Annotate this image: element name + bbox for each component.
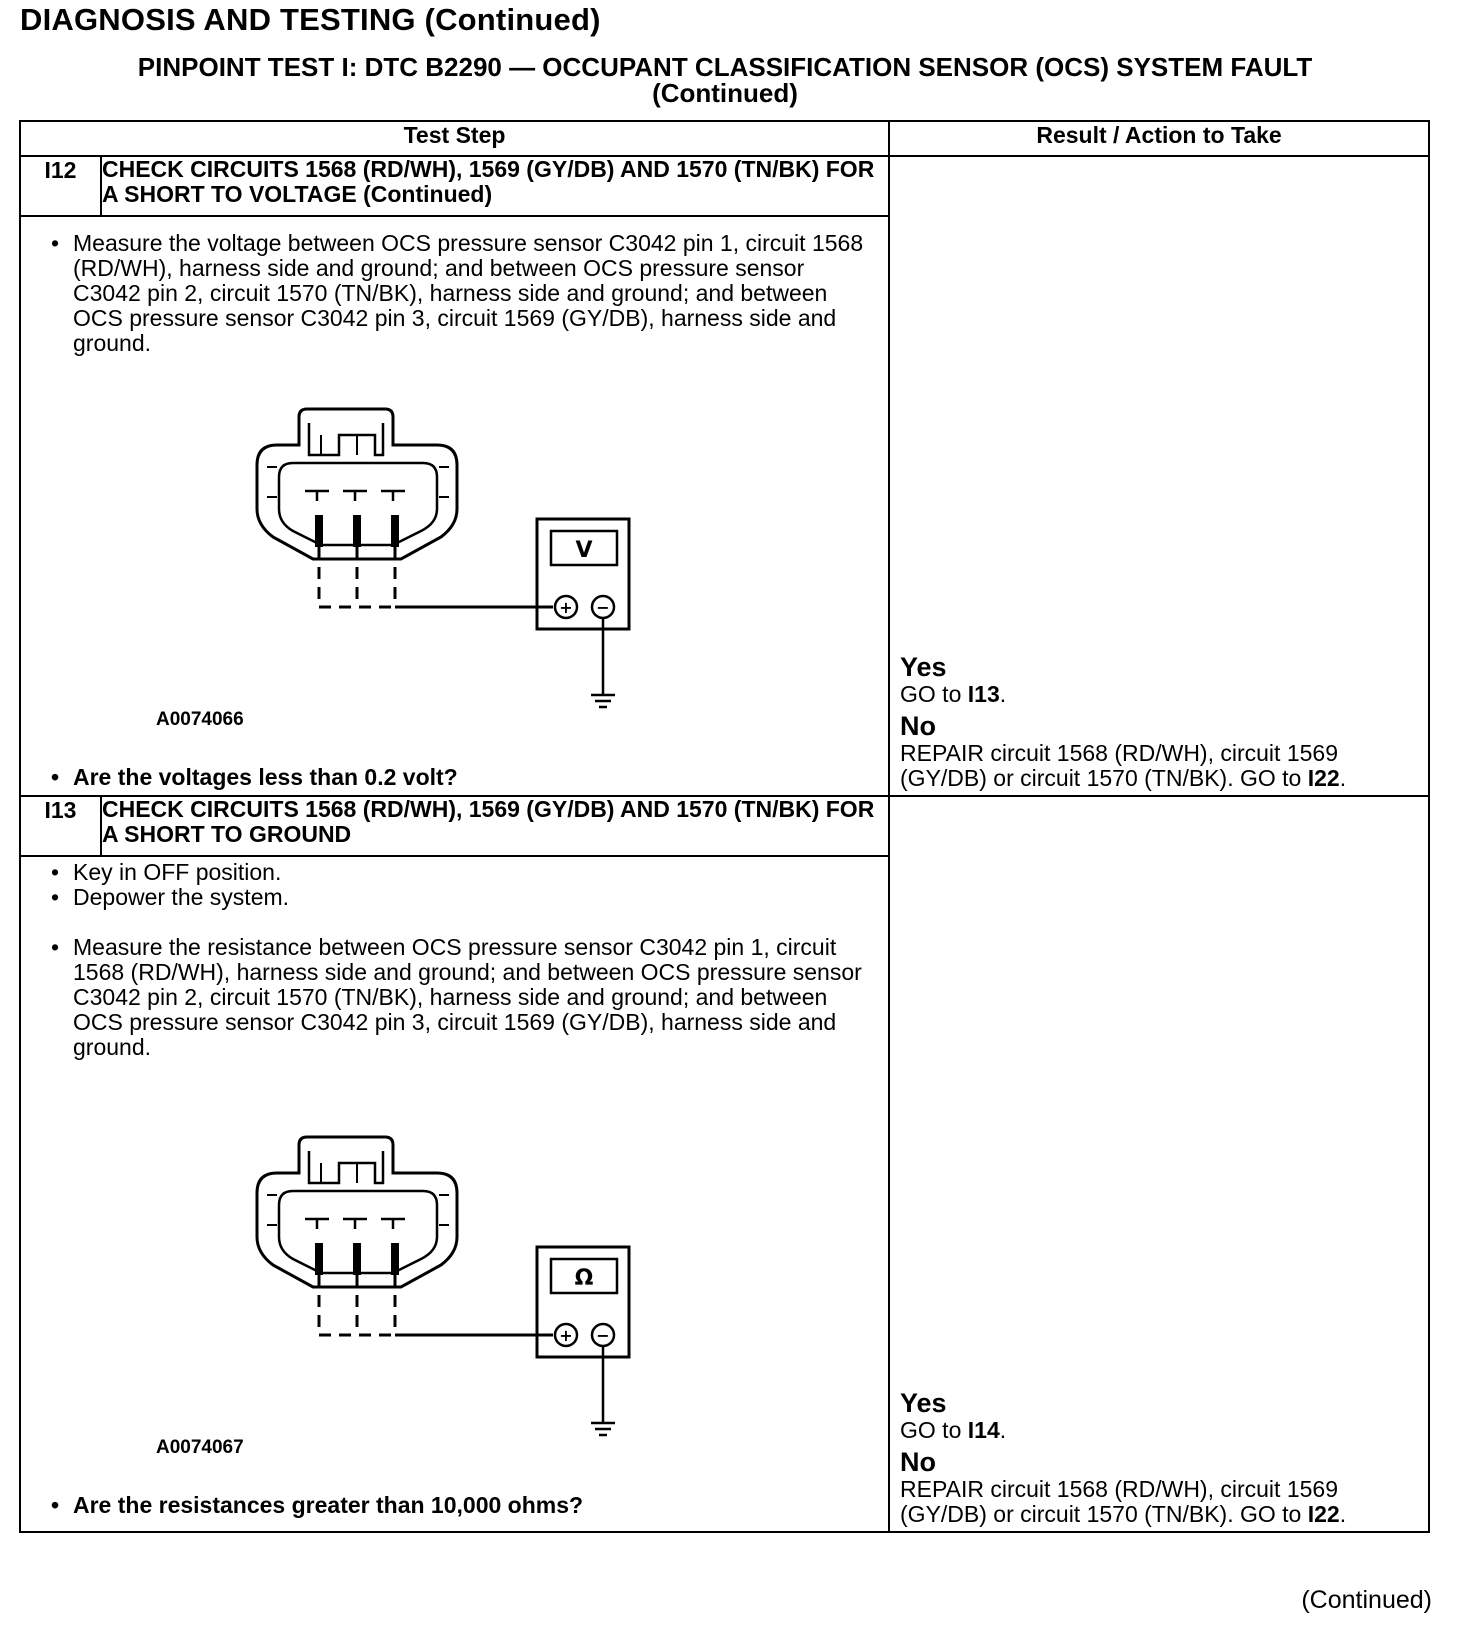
meter-plus-terminal: +	[559, 598, 573, 617]
step-number: I13	[20, 796, 101, 856]
step-number: I12	[20, 156, 101, 216]
test-step-table	[19, 120, 1430, 1533]
result-yes-label: Yes	[900, 652, 947, 682]
go-to-link[interactable]: I22	[1307, 1501, 1340, 1527]
header-test-step: Test Step	[20, 121, 889, 156]
result-cell	[889, 796, 1429, 1532]
step-body	[20, 216, 889, 796]
result-block	[900, 1388, 1422, 1527]
ohmmeter-connector-diagram	[221, 1125, 651, 1455]
list-item-question: • Are the voltages less than 0.2 volt?	[50, 764, 458, 790]
pinpoint-test-subtitle	[20, 54, 1430, 106]
result-yes-label: Yes	[900, 1388, 947, 1418]
meter-minus-terminal: −	[596, 1326, 610, 1345]
result-no-label: No	[900, 1447, 937, 1477]
result-block	[900, 652, 1422, 791]
subtitle-line-1: PINPOINT TEST I: DTC B2290 — OCCUPANT CLASSIFICATION SENSOR (OCS) SYSTEM FAULT	[137, 52, 1313, 82]
result-no-action: REPAIR circuit 1568 (RD/WH), circuit 1569 (GY/DB) or circuit 1570 (TN/BK). GO to I22.	[900, 1476, 1347, 1527]
header-result-action: Result / Action to Take	[889, 121, 1429, 156]
result-no-label: No	[900, 711, 937, 741]
list-item: • Key in OFF position.	[50, 859, 282, 885]
continued-footer: (Continued)	[1301, 1586, 1432, 1614]
voltmeter-symbol: V	[575, 538, 593, 563]
result-cell	[889, 156, 1429, 796]
figure-id: A0074067	[156, 1437, 244, 1458]
step-title: CHECK CIRCUITS 1568 (RD/WH), 1569 (GY/DB) AND 1570 (TN/BK) FOR A SHORT TO VOLTAGE (Continued)	[101, 156, 889, 216]
meter-minus-terminal: −	[596, 598, 610, 617]
list-item: • Measure the voltage between OCS pressure sensor C3042 pin 1, circuit 1568 (RD/WH), harness side and ground; and between OCS pressure sensor C3042 pin 2, circuit 1570 (TN/BK), harness side and ground; and between OCS pressure sensor C3042 pin 3, circuit 1569 (GY/DB), harness side and ground.	[50, 230, 864, 356]
result-yes-action: GO to I14.	[900, 1417, 1007, 1443]
list-item-question: • Are the resistances greater than 10,000 ohms?	[50, 1492, 584, 1518]
step-body	[20, 856, 889, 1532]
go-to-link[interactable]: I22	[1307, 765, 1340, 791]
list-item: • Depower the system.	[50, 884, 290, 910]
list-item: • Measure the resistance between OCS pressure sensor C3042 pin 1, circuit 1568 (RD/WH), harness side and ground; and between OCS pressure sensor C3042 pin 2, circuit 1570 (TN/BK), harness side and ground; and between OCS pressure sensor C3042 pin 3, circuit 1569 (GY/DB), harness side and ground.	[50, 934, 862, 1060]
result-no-action: REPAIR circuit 1568 (RD/WH), circuit 1569 (GY/DB) or circuit 1570 (TN/BK). GO to I22.	[900, 740, 1347, 791]
step-title: CHECK CIRCUITS 1568 (RD/WH), 1569 (GY/DB) AND 1570 (TN/BK) FOR A SHORT TO GROUND	[101, 796, 889, 856]
figure-id: A0074066	[156, 709, 244, 730]
subtitle-line-2: (Continued)	[652, 78, 798, 108]
go-to-link[interactable]: I13	[967, 681, 1000, 707]
ohmmeter-symbol: Ω	[574, 1266, 594, 1291]
result-yes-action: GO to I13.	[900, 681, 1007, 707]
page-title: DIAGNOSIS AND TESTING (Continued)	[20, 2, 601, 37]
meter-plus-terminal: +	[559, 1326, 573, 1345]
voltmeter-connector-diagram	[221, 397, 651, 727]
go-to-link[interactable]: I14	[967, 1417, 1000, 1443]
